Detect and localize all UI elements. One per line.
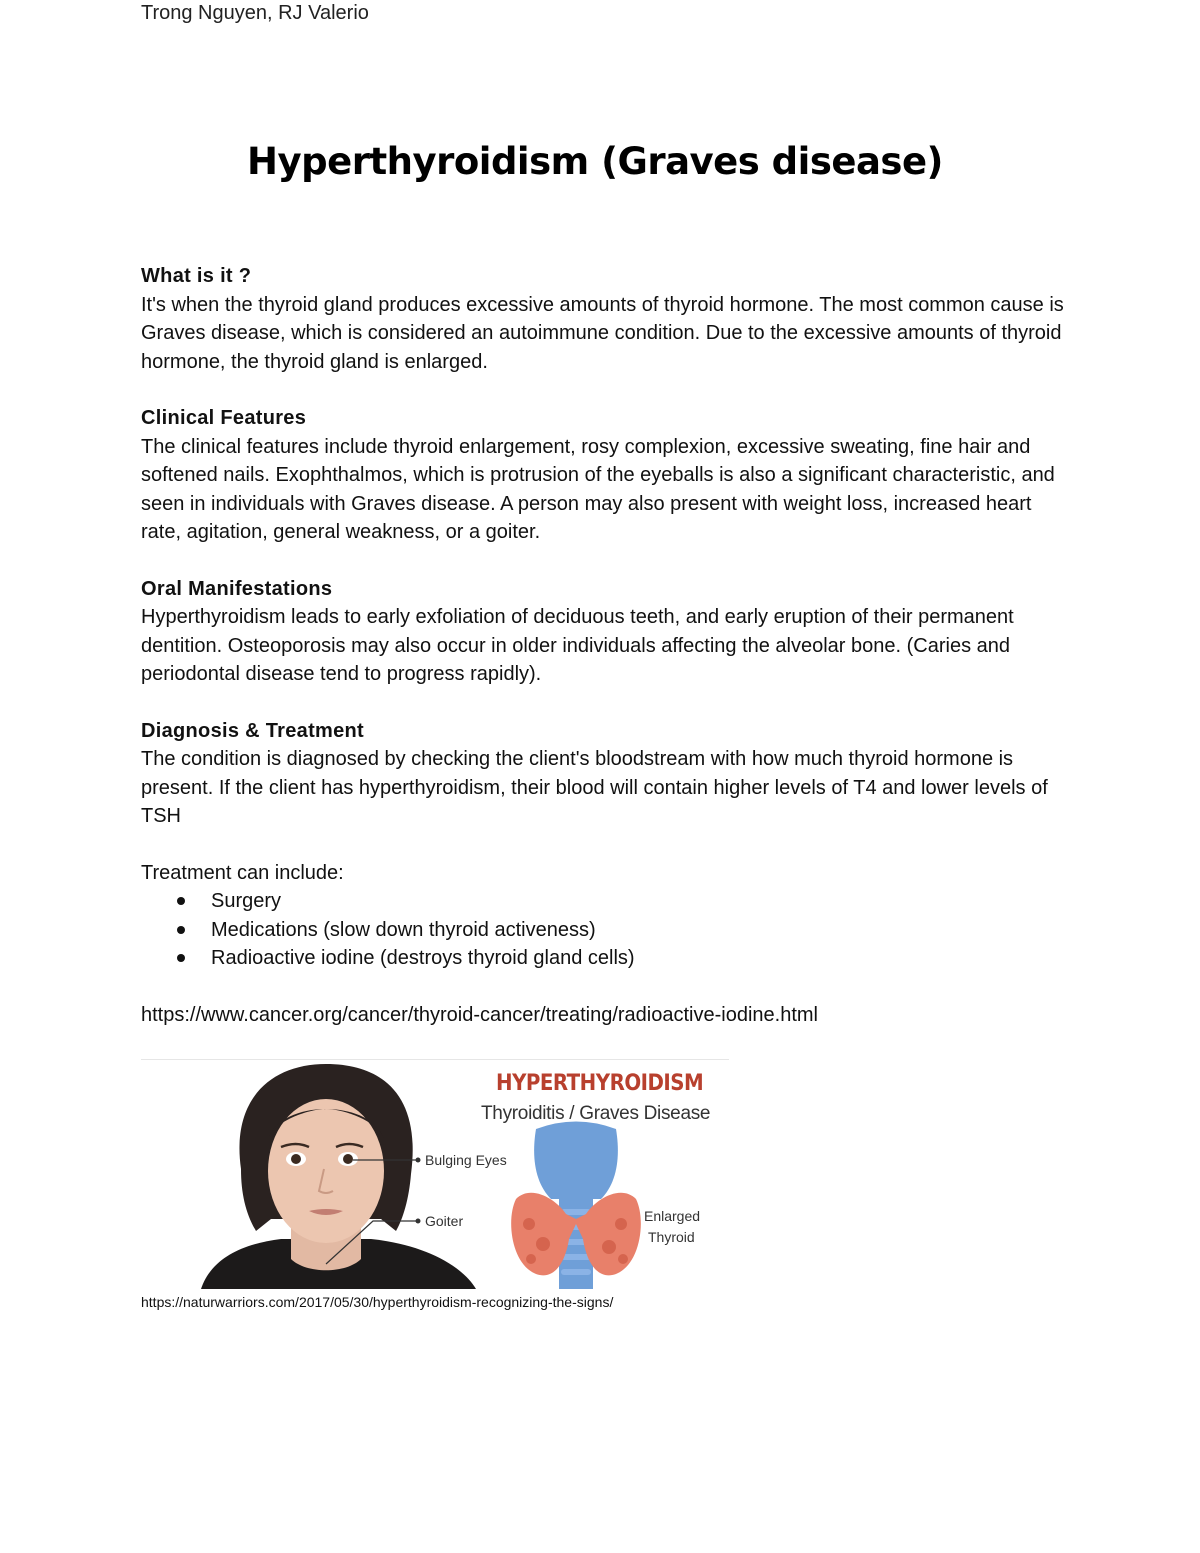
- section-what-is-it: [141, 262, 1071, 376]
- section-heading: Oral Manifestations: [141, 577, 333, 600]
- list-item: [141, 887, 1071, 916]
- label-bulging-eyes: Bulging Eyes: [425, 1152, 507, 1168]
- reference-link[interactable]: https://www.cancer.org/cancer/thyroid-cancer/treating/radioactive-iodine.html: [141, 1003, 818, 1026]
- treatment-block: [141, 859, 1071, 973]
- bullet-icon: [177, 897, 185, 905]
- list-item-text: Surgery: [211, 890, 282, 912]
- treatment-intro: Treatment can include:: [141, 861, 344, 884]
- thyroid-gland-icon: [511, 1122, 641, 1290]
- section-clinical-features: [141, 404, 1071, 547]
- author-names: Trong Nguyen, RJ Valerio: [141, 2, 369, 24]
- figure-title: HYPERTHYROIDISM: [496, 1071, 704, 1096]
- hyperthyroidism-illustration: [141, 1059, 729, 1289]
- section-heading: Clinical Features: [141, 407, 307, 429]
- list-item-text: Medications (slow down thyroid activeness): [211, 918, 596, 941]
- section-heading: What is it ?: [141, 265, 252, 287]
- list-item: [141, 944, 1071, 973]
- section-diagnosis-treatment: [141, 717, 1071, 831]
- label-enlarged: Enlarged: [644, 1208, 701, 1224]
- figure-caption-link[interactable]: https://naturwarriors.com/2017/05/30/hyperthyroidism-recognizing-the-signs/: [141, 1294, 614, 1310]
- treatment-list: [141, 887, 1071, 973]
- bullet-icon: [177, 954, 185, 962]
- section-text: It's when the thyroid gland produces excessive amounts of thyroid hormone. The most common cause is Graves disease, which is considered an autoimmune condition. Due to the excessive amounts of thyroid hormone, the thyroid gland is enlarged.: [141, 293, 1064, 373]
- section-heading: Diagnosis & Treatment: [141, 719, 365, 742]
- list-item-text: Radioactive iodine (destroys thyroid gland cells): [211, 947, 635, 969]
- label-goiter: Goiter: [425, 1213, 464, 1229]
- list-item: [141, 916, 1071, 945]
- bullet-icon: [177, 926, 185, 934]
- label-thyroid: Thyroid: [648, 1229, 695, 1245]
- document-body: [141, 262, 1071, 1029]
- figure-subtitle: Thyroiditis / Graves Disease: [481, 1103, 711, 1124]
- section-oral-manifestations: [141, 575, 1071, 689]
- section-text: Hyperthyroidism leads to early exfoliation of deciduous teeth, and early eruption of their permanent dentition. Osteoporosis may also occur in older individuals affecting the alveolar bone. (Caries and periodontal disease tend to progress rapidly).: [141, 606, 1014, 685]
- woman-figure-icon: [201, 1064, 476, 1289]
- document-title: Hyperthyroidism (Graves disease): [247, 140, 943, 183]
- section-text: The condition is diagnosed by checking the client's bloodstream with how much thyroid hormone is present. If the client has hyperthyroidism, their blood will contain higher levels of T4 and lower levels of TSH: [141, 748, 1048, 827]
- section-text: The clinical features include thyroid enlargement, rosy complexion, excessive sweating, fine hair and softened nails. Exophthalmos, which is protrusion of the eyeballs is also a significant characteristic, and seen in individuals with Graves disease. A person may also present with weight loss, increased heart rate, agitation, general weakness, or a goiter.: [141, 435, 1055, 543]
